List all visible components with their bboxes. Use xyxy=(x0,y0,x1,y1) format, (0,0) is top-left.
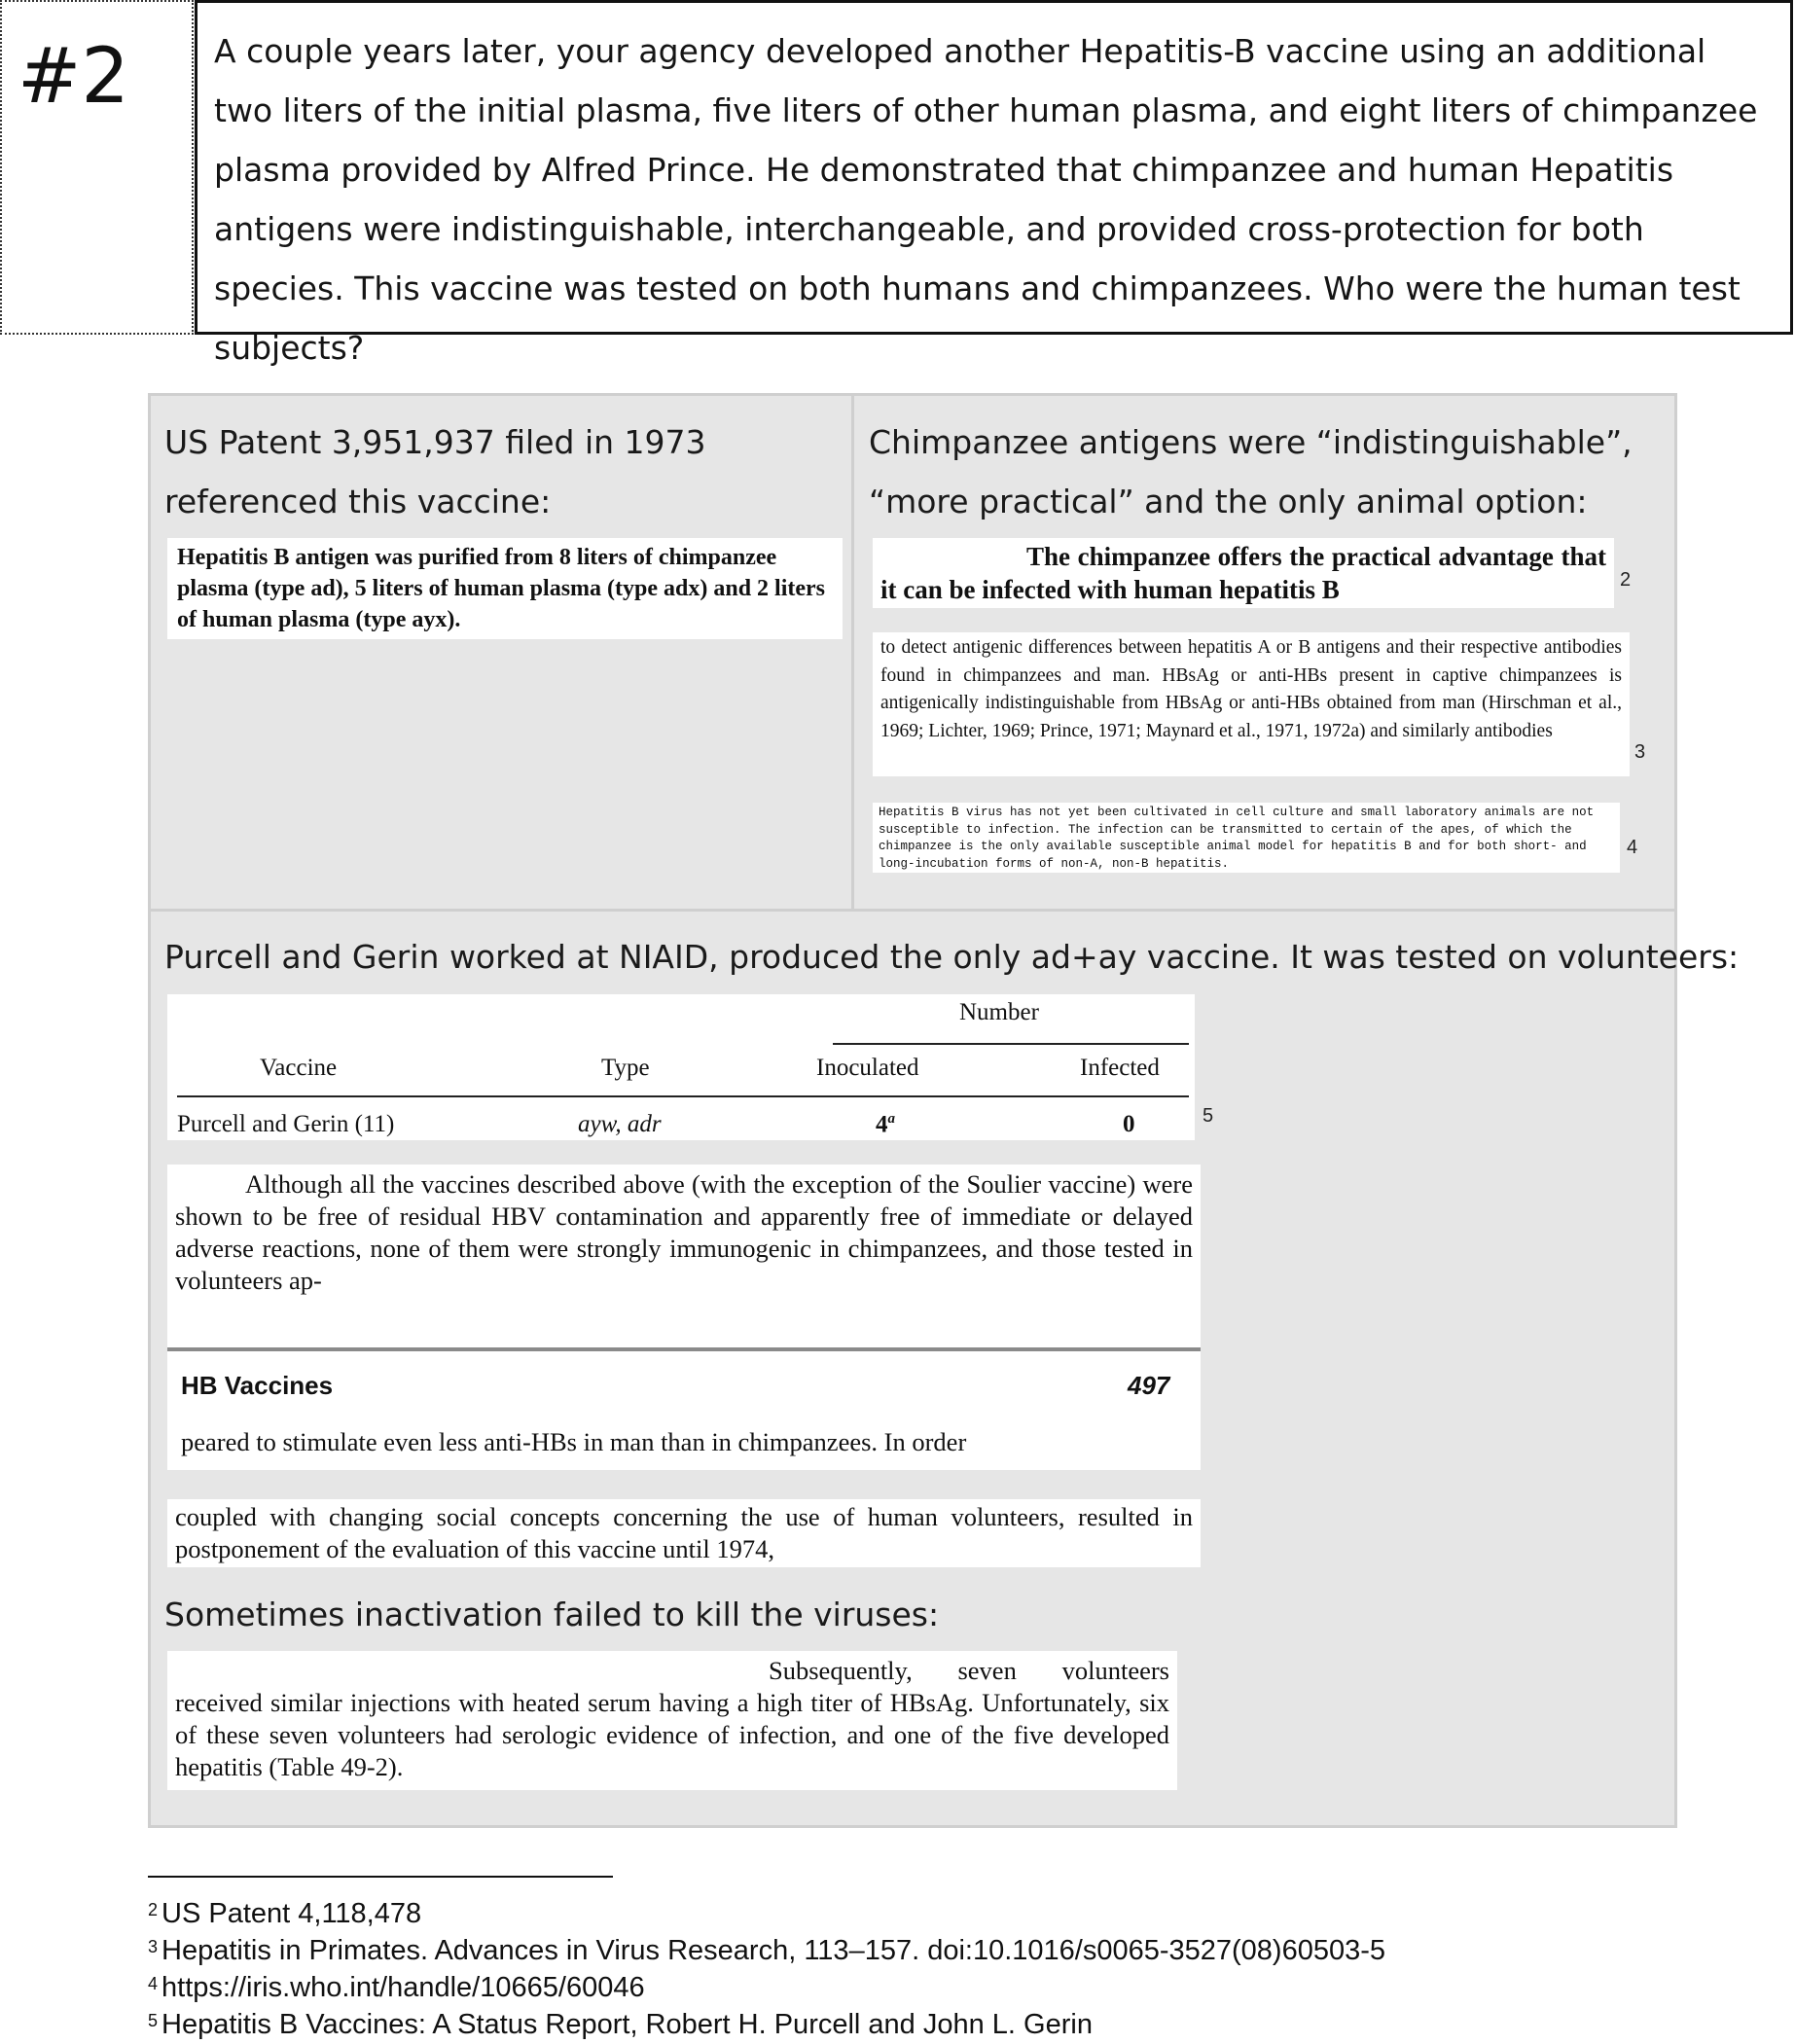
table-header-rule xyxy=(177,1095,1189,1097)
footnote-5: $^5$ Hepatitis B Vaccines: A Status Report, Robert H. Purcell and John L. Gerin xyxy=(148,2009,1093,2040)
footnote-2: $^2$ US Patent 4,118,478 xyxy=(148,1898,422,1929)
inactivation-caption: Sometimes inactivation failed to kill the viruses: xyxy=(164,1596,940,1633)
table-cell-type: ayw, adr xyxy=(578,1111,662,1137)
inactivation-excerpt: Subsequently, seven volunteers received similar injections with heated serum having a high titer of HBsAg. Unfortunately, six of these seven volunteers had serologic evidence of infection, and one of the five developed hepatitis (Table 49-2). xyxy=(167,1651,1177,1790)
table-group-rule xyxy=(833,1043,1189,1045)
table-header-infected: Infected xyxy=(1080,1055,1160,1081)
table-header-inoculated: Inoculated xyxy=(816,1055,919,1081)
question-number: #2 xyxy=(18,33,129,121)
table-cell-vaccine: Purcell and Gerin (11) xyxy=(177,1111,395,1137)
table-group-header: Number xyxy=(959,999,1039,1025)
chimp-excerpt-indistinguishable: to detect antigenic differences between hepatitis A or B antigens and their respective antibodies found in chimpanzees and man. HBsAg or anti-HBs present in captive chimpanzees is antigenically indistinguishable from HBsAg or anti-HBs obtained from man (Hirschman et al., 1969; Lichter, 1969; Prince, 1971; Maynard et al., 1971, 1972a) and similarly antibodies xyxy=(873,632,1630,776)
table-cell-infected: 0 xyxy=(1123,1111,1135,1137)
footnote-4[interactable]: $^4$ https://iris.who.int/handle/10665/60046 xyxy=(148,1972,645,2003)
chimp-ref-3: 3 xyxy=(1634,741,1646,763)
chimp-ref-4: 4 xyxy=(1627,837,1638,858)
vaccine-table xyxy=(167,994,1195,1140)
footnote-3: $^3$ Hepatitis in Primates. Advances in Virus Research, 113–157. doi:10.1016/s0065-3527(08)60503-5 xyxy=(148,1935,1386,1966)
purcell-excerpt-continuation: peared to stimulate even less anti-HBs in man than in chimpanzees. In order xyxy=(181,1427,967,1456)
chimp-excerpt-practical: The chimpanzee offers the practical advantage that it can be infected with human hepatitis B xyxy=(873,538,1614,608)
footnote-rule xyxy=(148,1876,613,1878)
chimp-caption-line2: “more practical” and the only animal option: xyxy=(869,483,1588,520)
chimp-excerpt-only-model: Hepatitis B virus has not yet been cultivated in cell culture and small laboratory animals are not susceptible to infection. The infection can be transmitted to certain of the apes, of which the chimpanzee is the only available susceptible animal model for hepatitis B and for both short- and long-incubation forms of non-A, non-B hepatitis. xyxy=(873,803,1620,873)
chimp-ref-2: 2 xyxy=(1620,569,1632,591)
purcell-caption: Purcell and Gerin worked at NIAID, produced the only ad+ay vaccine. It was tested on volunteers: xyxy=(164,938,1740,976)
patent-excerpt: Hepatitis B antigen was purified from 8 liters of chimpanzee plasma (type ad), 5 liters of human plasma (type adx) and 2 liters of human plasma (type ayx). xyxy=(167,538,843,639)
page-number: 497 xyxy=(1128,1371,1170,1400)
table-header-type: Type xyxy=(601,1055,650,1081)
running-head: HB Vaccines xyxy=(181,1371,334,1400)
purcell-excerpt-immunogenic: Although all the vaccines described above (with the exception of the Soulier vaccine) were shown to be free of residual HBV contamination and apparently free of immediate or delayed adverse reactions, none of them were strongly immunogenic in chimpanzees, and those tested in volunteers ap- xyxy=(167,1165,1201,1347)
purcell-excerpt-postponement: coupled with changing social concepts concerning the use of human volunteers, resulted in postponement of the evaluation of this vaccine until 1974, xyxy=(167,1499,1201,1567)
panel-vertical-divider xyxy=(851,393,854,910)
table-cell-inoculated: 4$^a$ xyxy=(876,1111,895,1138)
table-header-vaccine: Vaccine xyxy=(260,1055,338,1081)
patent-caption-line1: US Patent 3,951,937 filed in 1973 xyxy=(164,423,706,461)
next-page-scan xyxy=(167,1351,1201,1470)
question-text: A couple years later, your agency developed another Hepatitis-B vaccine using an additional two liters of the initial plasma, five liters of other human plasma, and eight liters of chimpanzee plasma provided by Alfred Prince. He demonstrated that chimpanzee and human Hepatitis antigens were indistinguishable, interchangeable, and provided cross-protection for both species. This vaccine was tested on both humans and chimpanzees. Who were the human test subjects? xyxy=(214,32,1758,367)
purcell-ref-5: 5 xyxy=(1203,1105,1214,1127)
panel-horizontal-divider xyxy=(148,909,1677,912)
patent-caption-line2: referenced this vaccine: xyxy=(164,483,552,520)
chimp-caption-line1: Chimpanzee antigens were “indistinguishable”, xyxy=(869,423,1633,461)
